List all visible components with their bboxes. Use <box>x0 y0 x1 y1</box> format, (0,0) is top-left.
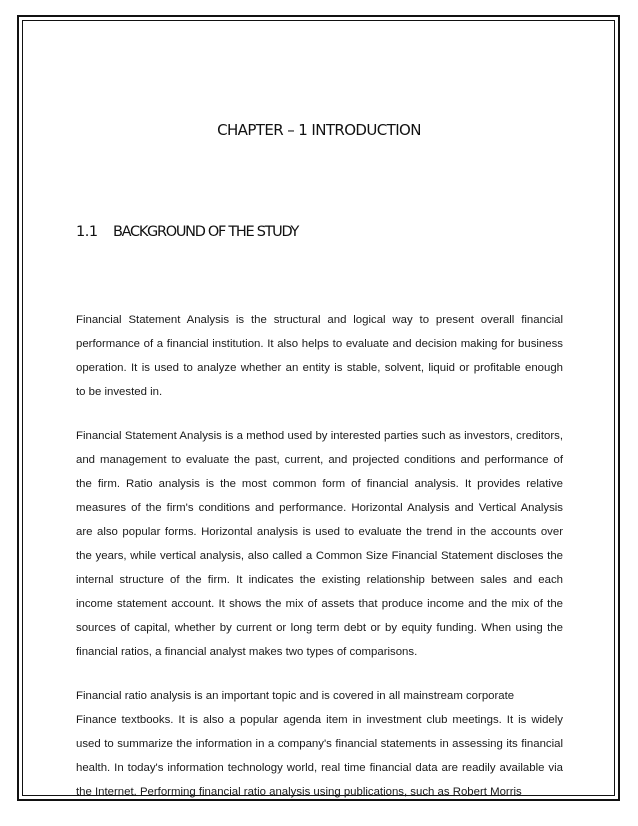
paragraph-line: sources of capital, whether by current or long term debt or by equity funding. When using the <box>76 622 563 634</box>
paragraph-line: Finance textbooks. It is also a popular agenda item in investment club meetings. It is widely <box>76 714 563 726</box>
paragraph-line: financial ratios, a financial analyst makes two types of comparisons. <box>76 646 418 658</box>
section-number: 1.1 <box>76 224 98 240</box>
paragraph-line: used to summarize the information in a company's financial statements in assessing its financial <box>76 738 563 750</box>
paragraph-line: performance of a financial institution. It also helps to evaluate and decision making for business <box>76 338 563 350</box>
paragraph-line: the years, while vertical analysis, also called a Common Size Financial Statement discloses the <box>76 550 563 562</box>
paragraph-line: and management to evaluate the past, current, and projected conditions and performance of <box>76 454 563 466</box>
paragraph-line: to be invested in. <box>76 386 163 398</box>
paragraph-line: are also popular forms. Horizontal analysis is used to evaluate the trend in the accounts over <box>76 526 563 538</box>
paragraph-line: Financial ratio analysis is an important topic and is covered in all mainstream corporate <box>76 690 515 702</box>
paragraph-line: internal structure of the firm. It indicates the existing relationship between sales and each <box>76 574 563 586</box>
paragraph-line: health. In today's information technology world, real time financial data are readily available via <box>76 762 563 774</box>
chapter-title: CHAPTER – 1 INTRODUCTION <box>217 121 421 139</box>
paragraph-line: Financial Statement Analysis is a method used by interested parties such as investors, creditors, <box>76 430 563 442</box>
paragraph-line: Financial Statement Analysis is the structural and logical way to present overall financial <box>76 314 563 326</box>
paragraph-line: operation. It is used to analyze whether an entity is stable, solvent, liquid or profitable enough <box>76 362 563 374</box>
paragraph-line: the Internet. Performing financial ratio analysis using publications, such as Robert Morris <box>76 786 522 798</box>
paragraph-line: income statement account. It shows the mix of assets that produce income and the mix of the <box>76 598 563 610</box>
paragraph-line: the firm. Ratio analysis is the most common form of financial analysis. It provides relative <box>76 478 563 490</box>
section-title: BACKGROUND OF THE STUDY <box>113 224 299 240</box>
paragraph-line: measures of the firm's conditions and performance. Horizontal Analysis and Vertical Analysis <box>76 502 563 514</box>
